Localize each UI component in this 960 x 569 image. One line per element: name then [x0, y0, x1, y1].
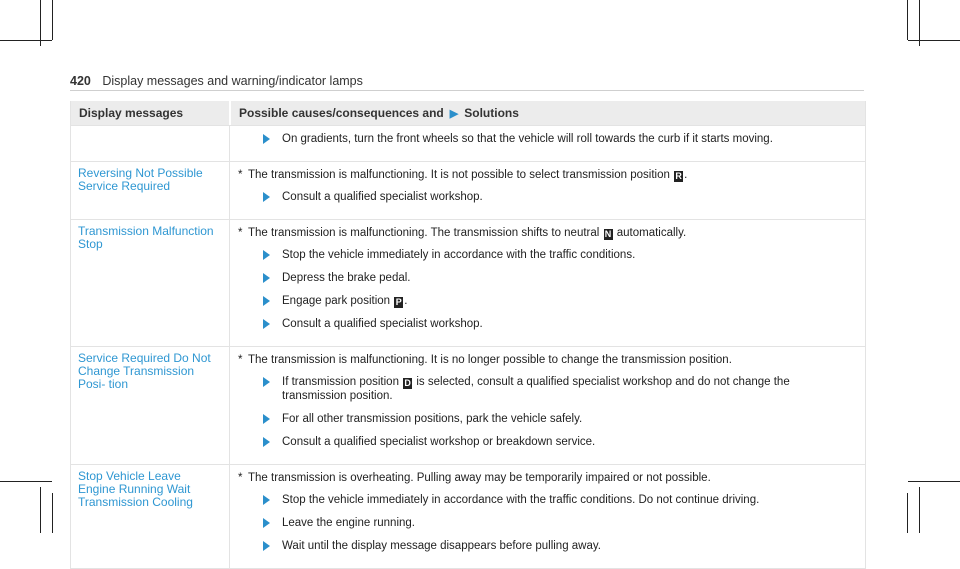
step-text: Stop the vehicle immediately in accordance with the traffic conditions. Do not continue driving.	[282, 494, 760, 506]
step-text: The transmission is malfunctioning. It is no longer possible to change the transmission position.	[248, 354, 732, 366]
crop-mark	[907, 493, 908, 533]
solution-step	[238, 493, 857, 507]
gear-position-key-icon: D	[404, 378, 411, 388]
asterisk-marker: *	[238, 227, 243, 239]
page-title: Display messages and warning/indicator lamps	[102, 74, 363, 88]
step-text: Consult a qualified specialist workshop.	[282, 318, 483, 330]
page-header	[70, 74, 363, 88]
solution-step	[238, 132, 857, 146]
causes-solutions-cell	[229, 162, 865, 219]
crop-mark	[52, 493, 53, 533]
arrow-right-icon	[263, 192, 270, 202]
display-message	[71, 126, 229, 161]
display-message: Reversing Not Possible Service Required	[78, 166, 203, 193]
step-text: For all other transmission positions, park the vehicle safely.	[282, 413, 583, 425]
arrow-right-icon	[263, 377, 270, 387]
step-text: Leave the engine running.	[282, 517, 415, 529]
arrow-right-icon	[263, 541, 270, 551]
table-header	[71, 101, 865, 125]
solution-step	[238, 516, 857, 530]
arrow-right-icon: ▶	[449, 107, 459, 120]
crop-mark	[908, 481, 960, 482]
table-body	[71, 125, 865, 568]
arrow-right-icon	[263, 319, 270, 329]
causes-solutions-cell	[229, 220, 865, 346]
column-header-causes	[229, 101, 865, 125]
cause-text	[238, 168, 857, 182]
arrow-right-icon	[263, 518, 270, 528]
display-message: Transmission Malfunction Stop	[78, 224, 214, 251]
step-text-continued: is selected, consult a qualified specialist workshop and do not change the transmission position.	[282, 376, 790, 402]
gear-position-key-icon: R	[675, 171, 682, 181]
step-text: Engage park position	[282, 295, 391, 307]
causes-solutions-cell	[229, 126, 865, 161]
table-row	[71, 125, 865, 161]
page-number: 420	[70, 74, 91, 88]
arrow-right-icon	[263, 495, 270, 505]
gear-position-key-icon: P	[395, 297, 402, 307]
asterisk-marker: *	[238, 472, 243, 484]
table-row	[71, 219, 865, 346]
step-text-continued: automatically.	[616, 227, 687, 239]
step-text: Consult a qualified specialist workshop or breakdown service.	[282, 436, 596, 448]
solution-step	[238, 294, 857, 308]
crop-mark	[0, 40, 52, 41]
step-text: On gradients, turn the front wheels so that the vehicle will roll towards the curb if it starts moving.	[282, 133, 773, 145]
cause-text	[238, 471, 857, 485]
step-text: The transmission is overheating. Pulling away may be temporarily impaired or not possible.	[248, 472, 711, 484]
step-text: The transmission is malfunctioning. The transmission shifts to neutral	[248, 227, 600, 239]
solution-step	[238, 435, 857, 449]
causes-solutions-cell	[229, 347, 865, 464]
crop-mark	[40, 487, 41, 533]
column-header-messages: Display messages	[79, 106, 184, 120]
solution-step	[238, 248, 857, 262]
column-header-solutions-label: Solutions	[464, 106, 519, 120]
crop-mark	[52, 0, 53, 40]
table-row	[71, 464, 865, 568]
step-text-continued: .	[684, 169, 688, 181]
table-row	[71, 161, 865, 219]
column-header-causes-label: Possible causes/consequences and	[239, 106, 444, 120]
asterisk-marker: *	[238, 169, 243, 181]
solution-step	[238, 190, 857, 204]
arrow-right-icon	[263, 437, 270, 447]
step-text: Stop the vehicle immediately in accordance with the traffic conditions.	[282, 249, 636, 261]
display-message: Service Required Do Not Change Transmission Posi- tion	[78, 351, 211, 391]
header-divider	[70, 90, 864, 91]
solution-step	[238, 412, 857, 426]
step-text: Depress the brake pedal.	[282, 272, 411, 284]
step-text: If transmission position	[282, 376, 399, 388]
arrow-right-icon	[263, 250, 270, 260]
table-row	[71, 346, 865, 464]
crop-mark	[908, 40, 960, 41]
step-text: Consult a qualified specialist workshop.	[282, 191, 483, 203]
arrow-right-icon	[263, 296, 270, 306]
solution-step	[238, 317, 857, 331]
step-text: Wait until the display message disappears before pulling away.	[282, 540, 601, 552]
arrow-right-icon	[263, 134, 270, 144]
causes-solutions-cell	[229, 465, 865, 568]
gear-position-key-icon: N	[604, 229, 612, 239]
crop-mark	[919, 487, 920, 533]
arrow-right-icon	[263, 414, 270, 424]
messages-table	[70, 101, 866, 569]
cause-text	[238, 226, 857, 240]
crop-mark	[0, 481, 52, 482]
solution-step	[238, 271, 857, 285]
asterisk-marker: *	[238, 354, 243, 366]
display-message: Stop Vehicle Leave Engine Running Wait Transmission Cooling	[78, 469, 193, 509]
step-text: The transmission is malfunctioning. It is not possible to select transmission position	[248, 169, 670, 181]
cause-text	[238, 353, 857, 367]
solution-step	[238, 539, 857, 553]
crop-mark	[907, 0, 908, 40]
step-text-continued: .	[404, 295, 408, 307]
solution-step	[238, 375, 857, 403]
arrow-right-icon	[263, 273, 270, 283]
